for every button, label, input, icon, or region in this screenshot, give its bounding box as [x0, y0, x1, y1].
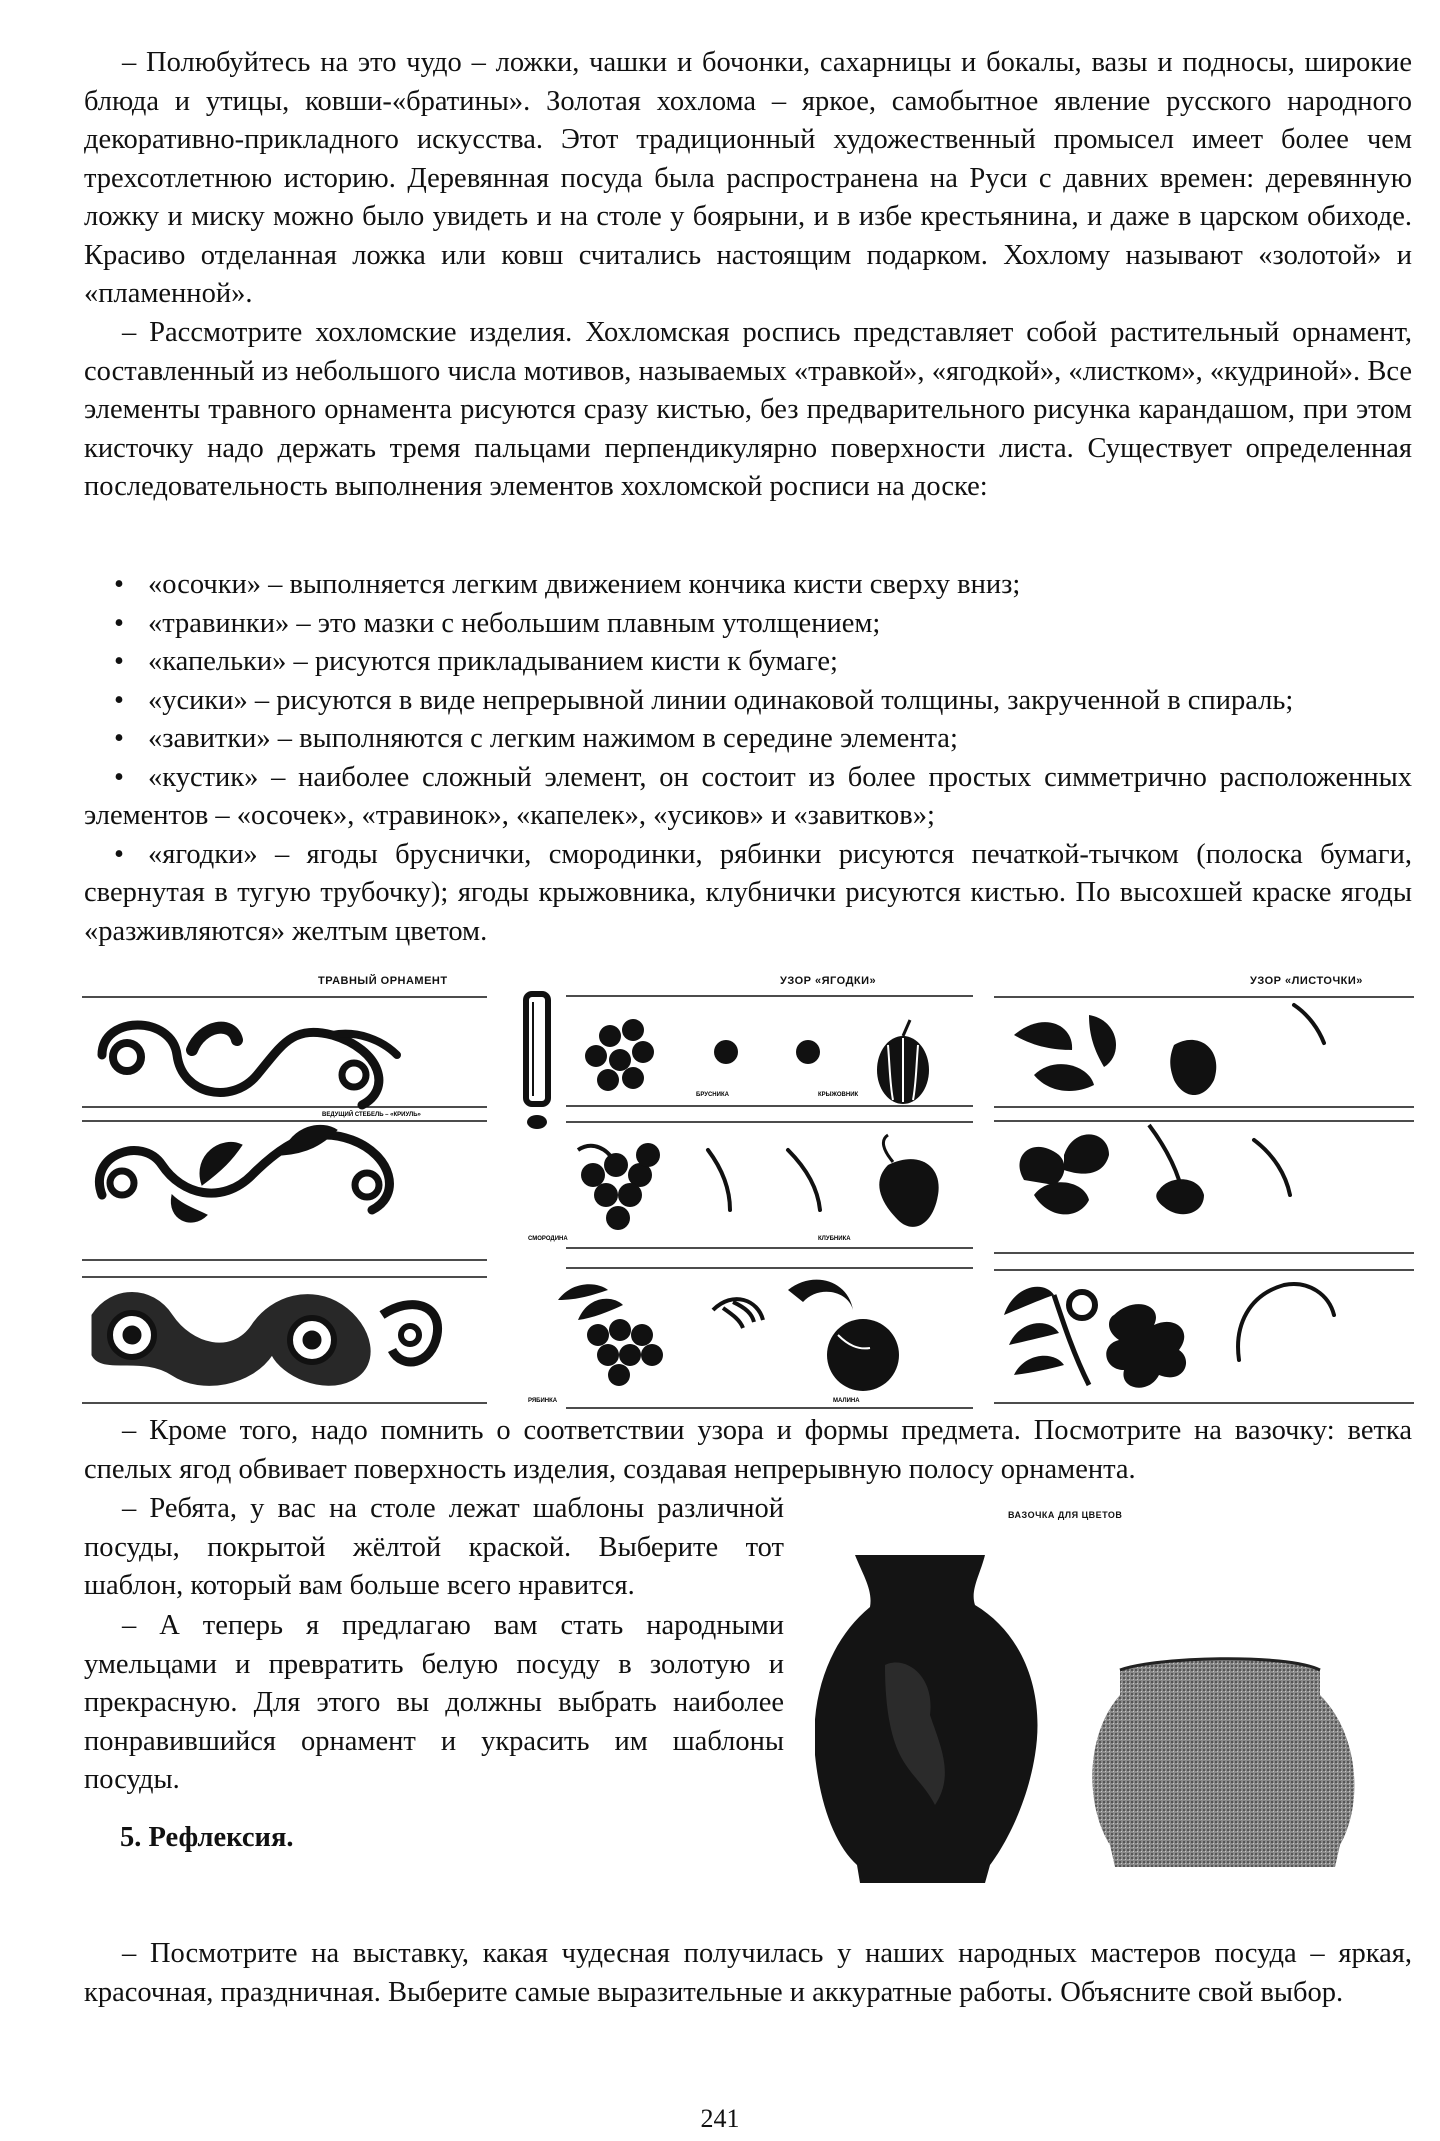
list-item: • «капельки» – рисуются прикладыванием кисти к бумаге; — [114, 646, 838, 677]
speckled-pot — [1092, 1659, 1354, 1867]
dense-grass-ornament — [92, 1293, 438, 1386]
berry-dot — [796, 1040, 820, 1064]
dark-vase — [815, 1555, 1038, 1883]
leaves-pattern-figure — [994, 995, 1414, 1405]
paragraph-pattern-form: – Кроме того, надо помнить о соответствии узора и формы предмета. Посмотрите на вазочку: ветка спелых ягод обвивает поверхность изделия, создавая непрерывную полосу орнамента. — [84, 1415, 1412, 1485]
svg-text:БРУСНИКА: БРУСНИКА — [696, 1092, 729, 1098]
grass-ornament-figure — [82, 995, 487, 1405]
tendril-mark — [1238, 1284, 1334, 1360]
label-kudrina: ВЕДУЩИЙ СТЕБЕЛЬ – «КРИУЛЬ» — [322, 1112, 421, 1118]
paragraph-craftsmen: – А теперь я предлагаю вам стать народными умельцами и превратить белую посуду в золотую и прекрасную. Для этого вы должны выбрать наиболее понравившийся орнамент и украсить им шаблоны посуды. — [84, 1610, 784, 1795]
vase-figure — [815, 1545, 1375, 1890]
leafy-bush-ornament — [1004, 1287, 1186, 1388]
paragraph-exhibition: – Посмотрите на выставку, какая чудесная получилась у наших народных мастеров посуда – яркая, красочная, праздничная. Выберите самые выразительные и аккуратные работы. Объясните свой выбор. — [84, 1938, 1412, 2008]
caption-vase: ВАЗОЧКА ДЛЯ ЦВЕТОВ — [1008, 1510, 1123, 1520]
stroke-mark — [1254, 1140, 1290, 1195]
list-item: • «кустик» – наиболее сложный элемент, он состоит из более простых симметрично расположенных элементов – «осочек», «травинок», «капелек», «усиков» и «завитков»; — [84, 761, 1412, 831]
leaf-icon — [1170, 1040, 1216, 1095]
svg-text:СМОРОДИНА: СМОРОДИНА — [528, 1236, 568, 1242]
brusnika-cluster — [585, 1019, 654, 1091]
section-heading-reflection: 5. Рефлексия. — [120, 1822, 294, 1853]
clover-leaf — [1019, 1134, 1109, 1214]
leafy-scroll-ornament — [99, 1125, 389, 1222]
svg-text:РЯБИНКА: РЯБИНКА — [528, 1398, 558, 1404]
list-item: • «ягодки» – ягоды бруснички, смородинки, рябинки рисуются печаткой-тычком (полоска бумаги, свернутая в тугую трубочку); ягоды крыжовника, клубнички рисуются кистью. По высохшей краске ягоды «разживляются» желтым цветом. — [84, 838, 1412, 947]
caption-berries-pattern: УЗОР «ЯГОДКИ» — [780, 975, 877, 987]
strawberry-icon — [879, 1135, 938, 1227]
list-item: • «травинки» – это мазки с небольшим плавным утолщением; — [114, 607, 881, 639]
gooseberry-icon — [877, 1020, 929, 1104]
element-list — [84, 566, 1412, 951]
stroke-mark — [708, 1150, 730, 1210]
berries-pattern-figure — [518, 990, 973, 1410]
paragraph-templates: – Ребята, у вас на столе лежат шаблоны различной посуды, покрытой жёлтой краской. Выберите тот шаблон, который вам больше всего нравится. — [84, 1493, 784, 1601]
stamp-tube-icon — [526, 994, 548, 1129]
list-item: • «усики» – рисуются в виде непрерывной линии одинаковой толщины, закрученной в спираль; — [114, 684, 1294, 716]
berry-dot — [714, 1040, 738, 1064]
stroke-mark — [788, 1150, 820, 1210]
list-item: • «осочки» – выполняется легким движением кончика кисти сверху вниз; — [114, 569, 1021, 600]
svg-text:МАЛИНА: МАЛИНА — [833, 1398, 860, 1404]
caption-leaves-pattern: УЗОР «ЛИСТОЧКИ» — [1250, 975, 1363, 987]
scroll-ornament — [102, 1025, 397, 1105]
paragraph-intro: – Полюбуйтесь на это чудо – ложки, чашки и бочонки, сахарницы и бокалы, вазы и подносы, широкие блюда и утицы, ковши-«братины». Золотая хохлома – яркое, самобытное явление русского народного декоративно-прикладного искусства. Этот традиционный художественный промысел имеет более чем трехсотлетнюю историю. Деревянная посуда была распространена на Руси с давних времен: деревянную ложку и миску можно было увидеть и на столе у боярыни, и в избе крестьянина, и даже в царском обиходе. Красиво отделанная ложка или ковш считались настоящим подарком. Хохлому называют «золотой» и «пламенной». — [84, 47, 1412, 309]
page-number: 241 — [700, 2104, 740, 2133]
paragraph-examine: – Рассмотрите хохломские изделия. Хохломская роспись представляет собой растительный орнамент, составленный из небольшого числа мотивов, называемых «травкой», «ягодкой», «листком», «кудриной». Все элементы травного орнамента рисуются сразу кистью, без предварительного рисунка карандашом, при этом кисточку надо держать тремя пальцами перпендикулярно поверхности листа. Существует определенная последовательность выполнения элементов хохломской росписи на доске: — [84, 317, 1412, 502]
caption-grass-ornament: ТРАВНЫЙ ОРНАМЕНТ — [318, 975, 448, 987]
svg-text:КЛУБНИКА: КЛУБНИКА — [818, 1236, 851, 1242]
list-item: • «завитки» – выполняются с легким нажимом в середине элемента; — [114, 723, 958, 754]
stroke-mark — [1294, 1005, 1324, 1043]
flourish-mark — [713, 1299, 763, 1328]
trefoil-leaf — [1014, 1015, 1116, 1091]
leaf-icon — [1149, 1125, 1204, 1214]
svg-text:КРЫЖОВНИК: КРЫЖОВНИК — [818, 1092, 859, 1098]
currant-cluster — [578, 1143, 660, 1230]
rowan-cluster — [558, 1284, 663, 1386]
raspberry-icon — [788, 1280, 899, 1391]
